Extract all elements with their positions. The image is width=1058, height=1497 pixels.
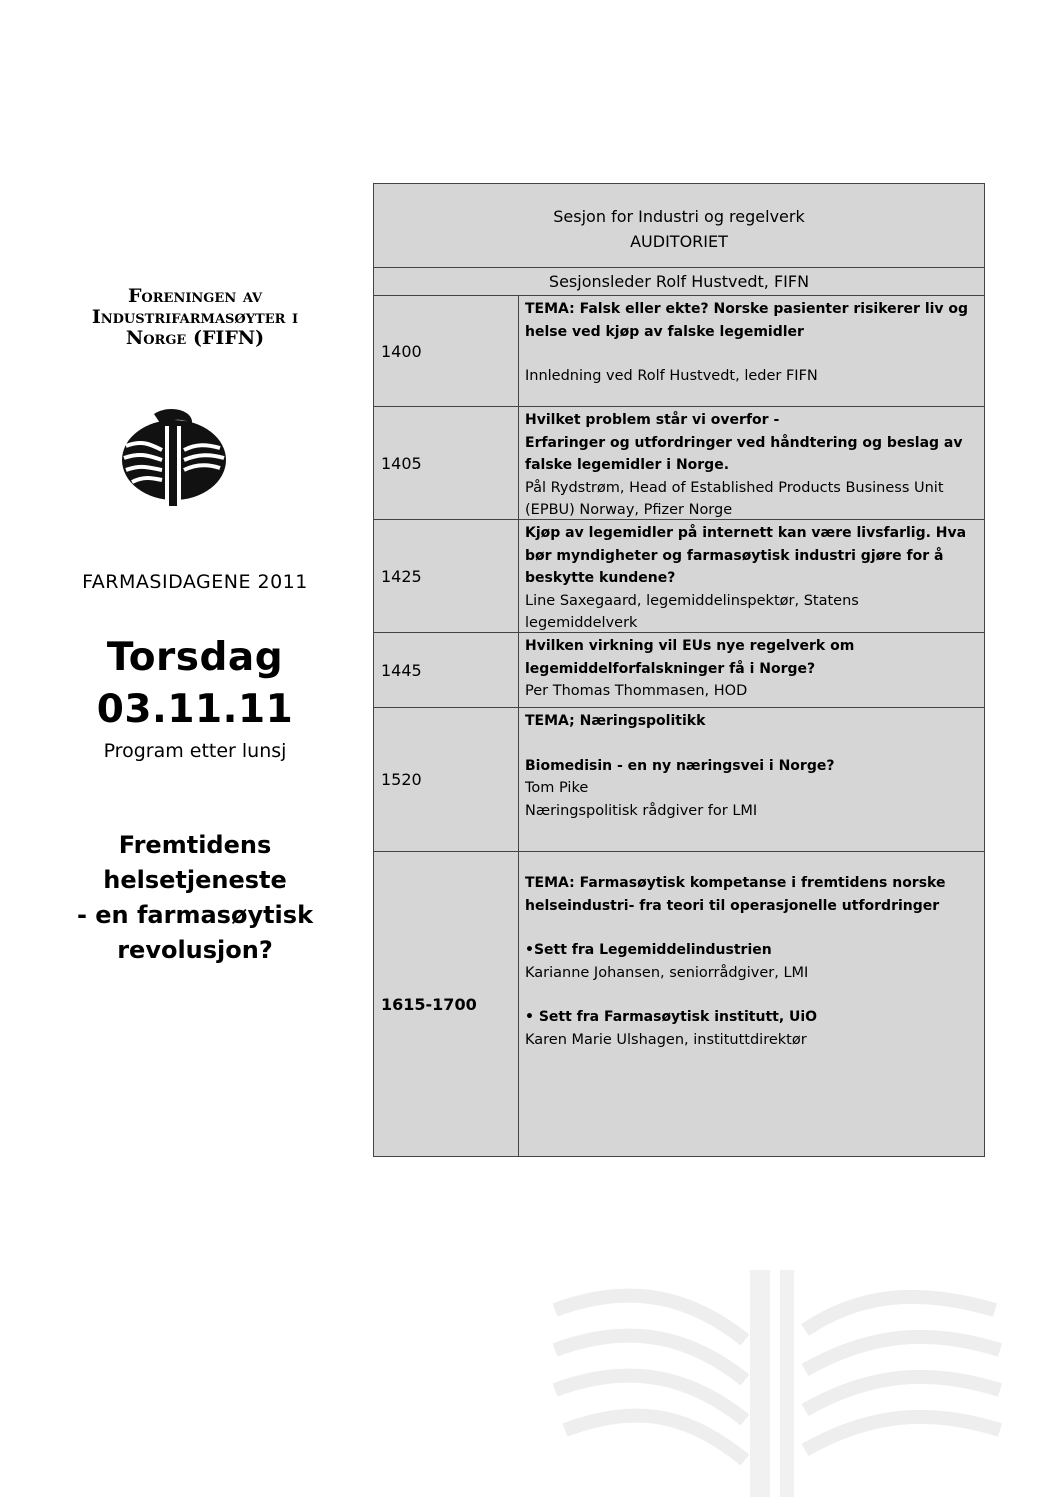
- content-line: legemiddelforfalskninger få i Norge?: [525, 660, 816, 677]
- content-cell: [519, 407, 984, 519]
- content-line: •Sett fra Legemiddelindustrien: [525, 942, 772, 958]
- schedule-row: [373, 633, 985, 708]
- session-header: [373, 183, 985, 268]
- content-line: Karianne Johansen, seniorrådgiver, LMI: [525, 964, 809, 981]
- theme-text: [40, 828, 350, 968]
- content-line: Biomedisin - en ny næringsvei i Norge?: [525, 757, 835, 774]
- theme-line: Fremtidens: [118, 831, 272, 859]
- content-line: Line Saxegaard, legemiddelinspektør, Statens: [525, 592, 859, 609]
- content-line: beskytte kundene?: [525, 570, 676, 586]
- content-line: Per Thomas Thommasen, HOD: [525, 683, 748, 699]
- content-line: Pål Rydstrøm, Head of Established Products Business Unit: [525, 479, 944, 496]
- content-line: TEMA: Falsk eller ekte? Norske pasienter risikerer liv og: [525, 301, 969, 317]
- day-label: Torsdag: [106, 635, 284, 680]
- content-cell: [519, 852, 984, 1156]
- schedule-table: [373, 183, 985, 1157]
- content-cell: [519, 296, 984, 406]
- theme-line: - en farmasøytisk: [76, 901, 314, 929]
- content-line: falske legemidler i Norge.: [525, 457, 730, 473]
- content-line: Tom Pike: [525, 780, 589, 796]
- session-title: Sesjon for Industri og regelverk: [553, 207, 805, 226]
- time-cell: 1615-1700: [374, 852, 519, 1156]
- content-line: helse ved kjøp av falske legemidler: [525, 323, 804, 340]
- content-line: • Sett fra Farmasøytisk institutt, UiO: [525, 1009, 818, 1025]
- content-line: Karen Marie Ulshagen, instituttdirektør: [525, 1031, 807, 1048]
- content-line: Hvilket problem står vi overfor -: [525, 412, 780, 428]
- org-line: Foreningen av: [127, 285, 263, 307]
- content-cell: [519, 633, 984, 707]
- time-cell: 1445: [374, 633, 519, 707]
- fifn-watermark-icon: [545, 1270, 1005, 1497]
- content-line: Kjøp av legemidler på internett kan være livsfarlig. Hva: [525, 525, 967, 541]
- org-line: Industrifarmasøyter i: [91, 306, 299, 328]
- organization-name: [40, 286, 350, 349]
- content-cell: [519, 520, 984, 632]
- event-name: FARMASIDAGENE 2011: [82, 571, 308, 593]
- content-line: Hvilken virkning vil EUs nye regelverk om: [525, 638, 855, 654]
- content-line: Næringspolitisk rådgiver for LMI: [525, 802, 758, 819]
- content-cell: [519, 708, 984, 851]
- time-cell: 1520: [374, 708, 519, 851]
- content-line: TEMA; Næringspolitikk: [525, 713, 706, 729]
- content-line: Innledning ved Rolf Hustvedt, leder FIFN: [525, 368, 818, 384]
- content-line: legemiddelverk: [525, 615, 638, 631]
- session-chair: Sesjonsleder Rolf Hustvedt, FIFN: [373, 268, 985, 296]
- schedule-row: [373, 407, 985, 520]
- content-line: TEMA: Farmasøytisk kompetanse i fremtidens norske: [525, 875, 946, 891]
- content-line: (EPBU) Norway, Pfizer Norge: [525, 502, 733, 518]
- org-line: Norge (FIFN): [125, 327, 265, 349]
- schedule-row: [373, 296, 985, 407]
- schedule-row: [373, 520, 985, 633]
- time-cell: 1400: [374, 296, 519, 406]
- theme-line: helsetjeneste: [103, 866, 287, 894]
- date-label: 03.11.11: [96, 687, 294, 732]
- theme-line: revolusjon?: [117, 936, 273, 964]
- session-room: AUDITORIET: [630, 232, 728, 251]
- content-line: Erfaringer og utfordringer ved håndtering og beslag av: [525, 434, 963, 451]
- program-label: Program etter lunsj: [103, 740, 287, 762]
- content-line: bør myndigheter og farmasøytisk industri gjøre for å: [525, 547, 944, 564]
- content-line: helseindustri- fra teori til operasjonelle utfordringer: [525, 897, 940, 914]
- schedule-row: [373, 852, 985, 1157]
- schedule-row: [373, 708, 985, 852]
- time-cell: 1405: [374, 407, 519, 519]
- time-cell: 1425: [374, 520, 519, 632]
- day-date: [40, 632, 350, 736]
- fifn-logo-icon: [114, 404, 228, 508]
